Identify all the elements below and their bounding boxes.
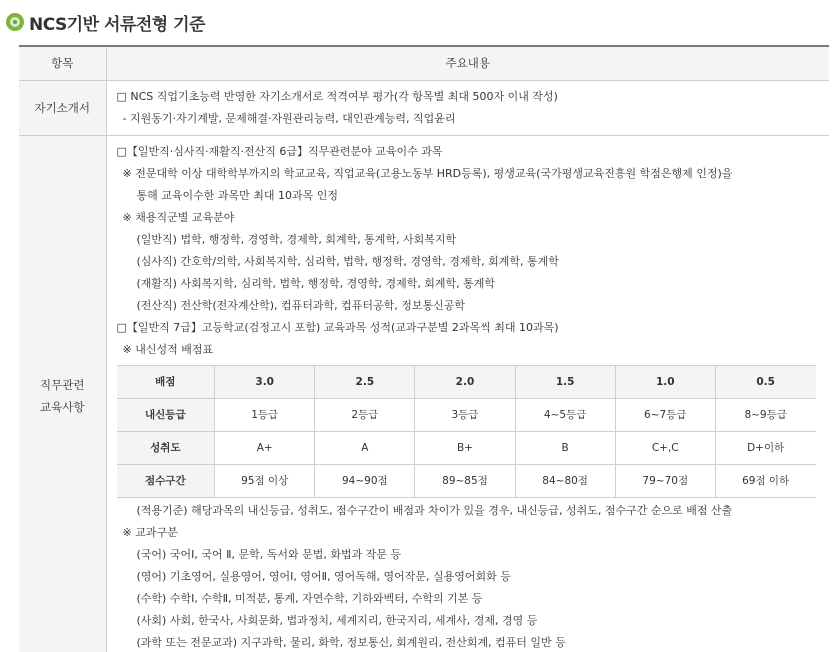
self-intro-content: [106, 80, 829, 135]
table-header-row: [19, 46, 829, 80]
grade-cell: 2.0: [415, 365, 515, 398]
grade-cell: D+이하: [715, 431, 815, 464]
education-content: [106, 135, 829, 652]
note-education-scope: ※ 전문대학 이상 대학학부까지의 학교교육, 직업교육(고용노동부 HRD등록), 평생교육(국가평생교육진흥원 학점은행제 인정)을: [122, 166, 733, 180]
self-intro-line-2: - 지원동기·자기계발, 문제해결·자원관리능력, 대인관계능력, 직업윤리: [122, 111, 456, 125]
grade-cell: 8~9등급: [715, 398, 815, 431]
grade-row-label: 배점: [117, 365, 215, 398]
grade-cell: 1등급: [215, 398, 315, 431]
note-subject-category: ※ 교과구분: [122, 525, 178, 539]
grade-cell: 2.5: [315, 365, 415, 398]
grade-row-label: 내신등급: [117, 398, 215, 431]
page-title: NCS기반 서류전형 기준: [29, 14, 205, 35]
grade-cell: C+,C: [615, 431, 715, 464]
section-7th-grade-title: □【일반직 7급】고등학교(검정고시 포함) 교육과목 성적(교과구분별 2과목씩 최대 10과목): [116, 320, 559, 334]
table-row-education: [19, 135, 829, 652]
grade-row-score: [117, 365, 816, 398]
grade-cell: 69점 이하: [715, 464, 815, 497]
grade-cell: 79~70점: [615, 464, 715, 497]
grade-row-label: 점수구간: [117, 464, 215, 497]
grade-cell: 1.0: [615, 365, 715, 398]
note-application-standard: (적용기준) 해당과목의 내신등급, 성취도, 점수구간이 배점과 차이가 있을 경우, 내신등급, 성취도, 점수구간 순으로 배점 산출: [136, 503, 733, 517]
grade-score-table: [117, 365, 816, 498]
grade-cell: 3등급: [415, 398, 515, 431]
grade-row-level: [117, 398, 816, 431]
grade-row-range: [117, 464, 816, 497]
grade-cell: A: [315, 431, 415, 464]
grade-row-label: 성취도: [117, 431, 215, 464]
grade-cell: B+: [415, 431, 515, 464]
subject-english: (영어) 기초영어, 실용영어, 영어Ⅰ, 영어Ⅱ, 영어독해, 영어작문, 실용영어회화 등: [136, 569, 511, 583]
field-review: (심사직) 간호학/의학, 사회복지학, 심리학, 법학, 행정학, 경영학, 경제학, 회계학, 통계학: [136, 254, 559, 268]
bullet-circle-icon: [6, 13, 24, 31]
subject-science: (과학 또는 전문교과) 지구과학, 물리, 화학, 정보통신, 회계원리, 전산회계, 컴퓨터 일반 등: [136, 635, 566, 649]
grade-cell: A+: [215, 431, 315, 464]
grade-cell: 4~5등급: [515, 398, 615, 431]
subject-korean: (국어) 국어Ⅰ, 국어 Ⅱ, 문학, 독서와 문법, 화법과 작문 등: [136, 547, 402, 561]
row-label-education-line-1: 직무관련: [40, 377, 85, 392]
grade-cell: 2등급: [315, 398, 415, 431]
grade-cell: 1.5: [515, 365, 615, 398]
field-rehab: (재활직) 사회복지학, 심리학, 법학, 행정학, 경영학, 경제학, 회계학, 통계학: [136, 276, 496, 290]
grade-cell: 89~85점: [415, 464, 515, 497]
grade-cell: 3.0: [215, 365, 315, 398]
page-header: [6, 10, 205, 34]
subject-math: (수학) 수학Ⅰ, 수학Ⅱ, 미적분, 통계, 자연수학, 기하와벡터, 수학의 기본 등: [136, 591, 483, 605]
row-label-education: [19, 135, 106, 652]
note-field-by-job: ※ 채용직군별 교육분야: [122, 210, 235, 224]
field-general: (일반직) 법학, 행정학, 경영학, 경제학, 회계학, 통계학, 사회복지학: [136, 232, 457, 246]
table-row-self-intro: [19, 80, 829, 135]
column-header-content: 주요내용: [106, 46, 829, 80]
grade-cell: 84~80점: [515, 464, 615, 497]
grade-cell: B: [515, 431, 615, 464]
subject-social: (사회) 사회, 한국사, 사회문화, 법과정치, 세계지리, 한국지리, 세계사, 경제, 경영 등: [136, 613, 538, 627]
grade-cell: 94~90점: [315, 464, 415, 497]
grade-cell: 95점 이상: [215, 464, 315, 497]
grade-cell: 0.5: [715, 365, 815, 398]
field-it: (전산직) 전산학(전자계산학), 컴퓨터과학, 컴퓨터공학, 정보통신공학: [136, 298, 466, 312]
column-header-item: 항목: [19, 46, 106, 80]
note-education-scope-cont: 통해 교육이수한 과목만 최대 10과목 인정: [136, 188, 338, 202]
row-label-education-line-2: 교육사항: [40, 399, 85, 414]
criteria-table: [19, 45, 829, 652]
grade-row-achievement: [117, 431, 816, 464]
self-intro-line-1: □ NCS 직업기초능력 반영한 자기소개서로 적격여부 평가(각 항목별 최대 500자 이내 작성): [116, 89, 558, 103]
grade-cell: 6~7등급: [615, 398, 715, 431]
note-grade-table: ※ 내신성적 배점표: [122, 342, 214, 356]
row-label-self-intro: 자기소개서: [19, 80, 106, 135]
section-6th-grade-title: □【일반직·심사직·재활직·전산직 6급】직무관련분야 교육이수 과목: [116, 144, 443, 158]
